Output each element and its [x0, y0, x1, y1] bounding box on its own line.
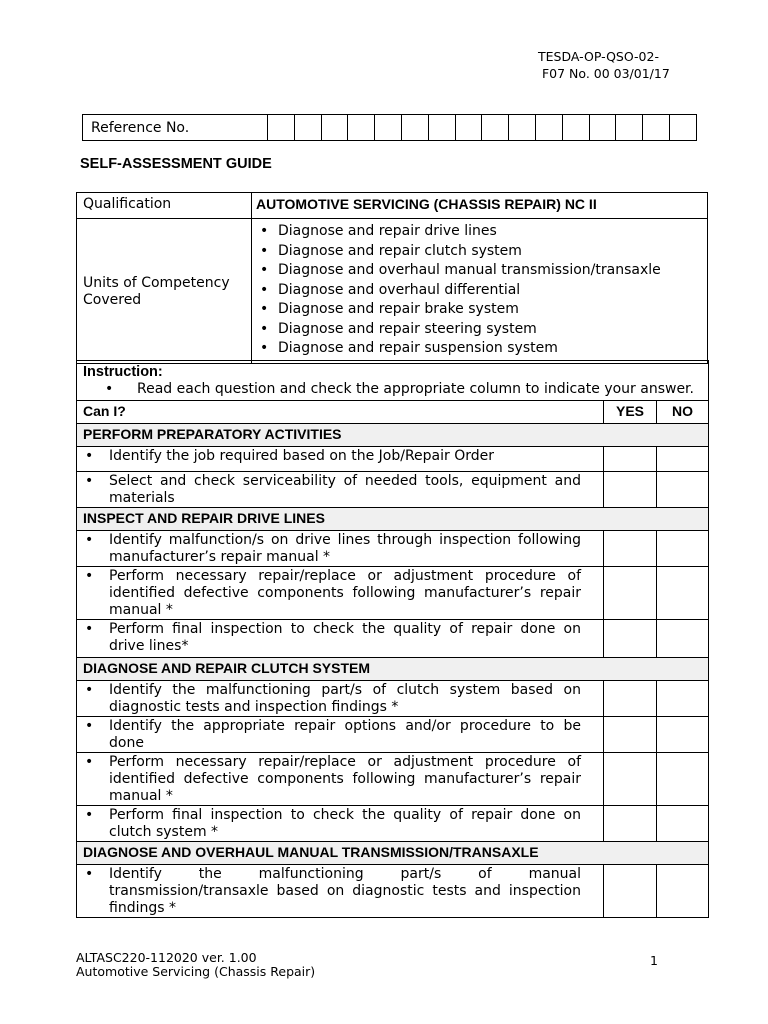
no-checkbox[interactable] — [657, 753, 709, 806]
yes-checkbox[interactable] — [604, 531, 657, 567]
column-header-yes: YES — [604, 401, 657, 424]
reference-digit-box[interactable] — [482, 115, 509, 141]
reference-digit-box[interactable] — [509, 115, 536, 141]
unit-item: • Diagnose and overhaul differential — [256, 281, 707, 301]
no-checkbox[interactable] — [657, 865, 709, 918]
question-text: • Identify the job required based on the Job/Repair Order — [77, 447, 604, 472]
footer-course-name: Automotive Servicing (Chassis Repair) — [76, 964, 316, 979]
yes-checkbox[interactable] — [604, 717, 657, 753]
qualification-value: AUTOMOTIVE SERVICING (CHASSIS REPAIR) NC II — [252, 193, 708, 219]
reference-number-label: Reference No. — [83, 115, 268, 141]
reference-digit-box[interactable] — [321, 115, 348, 141]
yes-checkbox[interactable] — [604, 567, 657, 620]
reference-digit-box[interactable] — [348, 115, 375, 141]
reference-digit-box[interactable] — [669, 115, 696, 141]
no-checkbox[interactable] — [657, 447, 709, 472]
column-header-no: NO — [657, 401, 709, 424]
instruction-item: • Read each question and check the appropriate column to indicate your answer. — [83, 381, 708, 398]
page-title: SELF-ASSESSMENT GUIDE — [80, 156, 272, 172]
section-header: DIAGNOSE AND REPAIR CLUTCH SYSTEM — [77, 658, 709, 681]
units-label: Units of Competency Covered — [77, 219, 252, 364]
yes-checkbox[interactable] — [604, 472, 657, 508]
instruction-cell — [77, 361, 709, 401]
unit-item: • Diagnose and repair brake system — [256, 300, 707, 320]
no-checkbox[interactable] — [657, 620, 709, 658]
yes-checkbox[interactable] — [604, 806, 657, 842]
unit-item: • Diagnose and repair steering system — [256, 320, 707, 340]
reference-digit-box[interactable] — [562, 115, 589, 141]
section-header: DIAGNOSE AND OVERHAUL MANUAL TRANSMISSION/TRANSAXLE — [77, 842, 709, 865]
question-text: • Perform final inspection to check the quality of repair done on drive lines* — [77, 620, 604, 658]
yes-checkbox[interactable] — [604, 620, 657, 658]
qualification-table — [76, 192, 708, 364]
footer-info — [76, 951, 315, 979]
no-checkbox[interactable] — [657, 567, 709, 620]
page-number: 1 — [650, 953, 658, 968]
no-checkbox[interactable] — [657, 681, 709, 717]
reference-digit-box[interactable] — [268, 115, 295, 141]
yes-checkbox[interactable] — [604, 447, 657, 472]
no-checkbox[interactable] — [657, 806, 709, 842]
question-text: • Identify malfunction/s on drive lines through inspection following manufacturer’s repair manual * — [77, 531, 604, 567]
question-text: • Identify the malfunctioning part/s of clutch system based on diagnostic tests and inspection findings * — [77, 681, 604, 717]
reference-digit-box[interactable] — [589, 115, 616, 141]
no-checkbox[interactable] — [657, 717, 709, 753]
document-code-line-1: TESDA-OP-QSO-02- — [538, 49, 659, 64]
units-cell — [252, 219, 708, 364]
section-header: PERFORM PREPARATORY ACTIVITIES — [77, 424, 709, 447]
reference-number-table — [82, 114, 697, 141]
reference-digit-box[interactable] — [455, 115, 482, 141]
question-text: • Perform necessary repair/replace or adjustment procedure of identified defective components following manufacturer’s repair manual * — [77, 753, 604, 806]
question-text: • Perform necessary repair/replace or adjustment procedure of identified defective components following manufacturer’s repair manual * — [77, 567, 604, 620]
column-header-question: Can I? — [77, 401, 604, 424]
question-text: • Perform final inspection to check the quality of repair done on clutch system * — [77, 806, 604, 842]
question-text: • Identify the appropriate repair options and/or procedure to be done — [77, 717, 604, 753]
section-header: INSPECT AND REPAIR DRIVE LINES — [77, 508, 709, 531]
unit-item: • Diagnose and repair suspension system — [256, 339, 707, 359]
assessment-table — [76, 360, 709, 918]
document-code — [538, 48, 670, 82]
qualification-label: Qualification — [77, 193, 252, 219]
reference-digit-box[interactable] — [401, 115, 428, 141]
question-text: • Select and check serviceability of needed tools, equipment and materials — [77, 472, 604, 508]
unit-item: • Diagnose and repair clutch system — [256, 242, 707, 262]
unit-item: • Diagnose and repair drive lines — [256, 222, 707, 242]
instruction-heading: Instruction: — [83, 364, 163, 380]
question-text: • Identify the malfunctioning part/s of manual transmission/transaxle based on diagnostic tests and inspection findings * — [77, 865, 604, 918]
units-list — [256, 222, 707, 363]
yes-checkbox[interactable] — [604, 753, 657, 806]
no-checkbox[interactable] — [657, 472, 709, 508]
reference-digit-box[interactable] — [616, 115, 643, 141]
yes-checkbox[interactable] — [604, 681, 657, 717]
footer-document-code: ALTASC220-112020 ver. 1.00 — [76, 950, 257, 965]
reference-digit-box[interactable] — [428, 115, 455, 141]
unit-item: • Diagnose and overhaul manual transmission/transaxle — [256, 261, 707, 281]
reference-digit-box[interactable] — [535, 115, 562, 141]
reference-digit-box[interactable] — [294, 115, 321, 141]
reference-digit-box[interactable] — [643, 115, 670, 141]
reference-digit-box[interactable] — [375, 115, 402, 141]
yes-checkbox[interactable] — [604, 865, 657, 918]
document-code-line-2: F07 No. 00 03/01/17 — [538, 66, 670, 81]
no-checkbox[interactable] — [657, 531, 709, 567]
